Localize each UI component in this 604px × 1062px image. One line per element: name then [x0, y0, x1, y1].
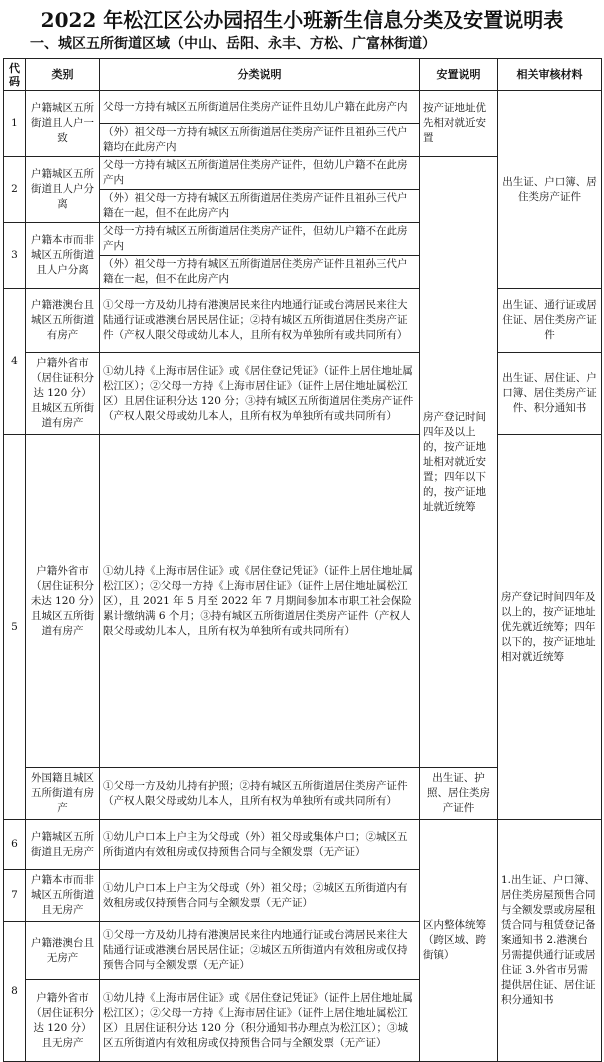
header-category: 类别 [26, 59, 100, 91]
row-category: 户籍本市而非城区五所街道且人户分离 [26, 223, 100, 289]
section-subtitle: 一、城区五所街道区域（中山、岳阳、永丰、方松、广富林街道） [30, 36, 436, 52]
row-category: 户籍港澳台且无房产 [26, 922, 100, 980]
row-desc: ①父母一方及幼儿持有港澳居民来往内地通行证或台湾居民来往大陆通行证或港澳台居民居住证；②持有城区五所街道居住类房产证件（产权人限父母或幼儿本人，且所有权为单独所有或共同所有） [100, 289, 420, 353]
row-code: 2 [4, 157, 26, 223]
header-arrangement: 安置说明 [420, 59, 498, 91]
materials-cell: 出生证、通行证或居住证、居住类房产证件 [498, 289, 602, 353]
row-code: 3 [4, 223, 26, 289]
row-category: 外国籍且城区五所街道有房产 [26, 768, 100, 820]
row-code: 7 [4, 870, 26, 922]
row-code: 4 [4, 289, 26, 435]
page-title: 2022 年松江区公办园招生小班新生信息分类及安置说明表 [40, 8, 564, 32]
row-category: 户籍外省市（居住证积分未达 120 分）且城区五所街道有房产 [26, 435, 100, 768]
row-category: 户籍城区五所街道且人户一致 [26, 91, 100, 157]
row-category: 户籍城区五所街道且人户分离 [26, 157, 100, 223]
row-desc: （外）祖父母一方持有城区五所街道居住类房产证件且祖孙三代户籍均在此房产内 [100, 124, 420, 157]
materials-cell: 1.出生证、户口簿、居住类房屋预售合同与全额发票或房屋租赁合同与租赁登记备案通知书 2.港澳台另需提供通行证或居住证 3.外省市另需提供居住证、居住证积分通知书 [498, 820, 602, 1062]
header-code: 代码 [4, 59, 26, 91]
row-code: 1 [4, 91, 26, 157]
row-desc: 父母一方持有城区五所街道居住类房产证件且幼儿户籍在此房产内 [100, 91, 420, 124]
arrangement-cell: 房产登记时间四年及以上的，按产证地址优先就近统筹；四年以下的，按产证地址相对就近统筹 [498, 435, 602, 820]
row-desc: ①幼儿户口本上户主为父母或（外）祖父母；②城区五所街道内有效租房或仅持预售合同与全额发票（无产证） [100, 870, 420, 922]
row-desc: 父母一方持有城区五所街道居住类房产证件，但幼儿户籍不在此房产内 [100, 157, 420, 190]
row-category: 户籍港澳台且城区五所街道有房产 [26, 289, 100, 353]
row-desc: 父母一方持有城区五所街道居住类房产证件，但幼儿户籍不在此房产内 [100, 223, 420, 256]
arrangement-cell: 房产登记时间四年及以上的，按产证地址相对就近安置；四年以下的，按产证地址就近统筹 [420, 157, 498, 768]
row-desc: ①父母一方及幼儿持有港澳居民来往内地通行证或台湾居民来往大陆通行证或港澳台居民居住证；②城区五所街道内有效租房或仅持预售合同与全额发票（无产证） [100, 922, 420, 980]
row-category: 户籍外省市（居住证积分达 120 分）且城区五所街道有房产 [26, 353, 100, 435]
classification-table [3, 58, 602, 1062]
row-desc: ①幼儿户口本上户主为父母或（外）祖父母或集体户口；②城区五所街道内有效租房或仅持预售合同与全额发票（无产证） [100, 820, 420, 870]
header-materials: 相关审核材料 [498, 59, 602, 91]
row-desc: （外）祖父母一方持有城区五所街道居住类房产证件且祖孙三代户籍在一起，但不在此房产内 [100, 190, 420, 223]
row-category: 户籍外省市（居住证积分达 120 分）且无房产 [26, 980, 100, 1062]
row-desc: ①幼儿持《上海市居住证》或《居住登记凭证》（证件上居住地址属松江区）；②父母一方持《上海市居住证》（证件上居住地址属松江区）且居住证积分达 120 分；③持有城区五所街道居住类房产证件（产权人限父母或幼儿本人，且所有权为单独所有或共同所有） [100, 353, 420, 435]
row-desc: ①幼儿持《上海市居住证》或《居住登记凭证》（证件上居住地址属松江区）；②父母一方持《上海市居住证》（证件上居住地址属松江区）且居住证积分达 120 分（积分通知书办理点为松江区）；③城区五所街道内有效租房或仅持预售合同与全额发票（无产证） [100, 980, 420, 1062]
arrangement-cell: 按产证地址优先相对就近安置 [420, 91, 498, 157]
row-desc: （外）祖父母一方持有城区五所街道居住类房产证件且祖孙三代户籍在一起，但不在此房产内 [100, 256, 420, 289]
materials-cell: 出生证、护照、居住类房产证件 [420, 768, 498, 820]
row-desc: ①幼儿持《上海市居住证》或《居住登记凭证》（证件上居住地址属松江区）；②父母一方持《上海市居住证》（证件上居住地址属松江区），且 2021 年 5 月至 2022 年 7 月期间参加本市职工社会保险累计缴纳满 6 个月；③持有城区五所街道居住类房产证件（产权人限父母或幼儿本人，且所有权为单独所有或共同所有） [100, 435, 420, 768]
row-desc: ①父母一方及幼儿持有护照；②持有城区五所街道居住类房产证件（产权人限父母或幼儿本人，且所有权为单独所有或共同所有） [100, 768, 420, 820]
materials-cell: 出生证、居住证、户口簿、居住类房产证件、积分通知书 [498, 353, 602, 435]
header-desc: 分类说明 [100, 59, 420, 91]
row-code: 8 [4, 922, 26, 1062]
row-category: 户籍本市而非城区五所街道且无房产 [26, 870, 100, 922]
row-code: 5 [4, 435, 26, 820]
materials-cell: 出生证、户口簿、居住类房产证件 [498, 91, 602, 289]
arrangement-cell: 区内整体统筹（跨区域、跨街镇） [420, 820, 498, 1062]
row-category: 户籍城区五所街道且无房产 [26, 820, 100, 870]
row-code: 6 [4, 820, 26, 870]
